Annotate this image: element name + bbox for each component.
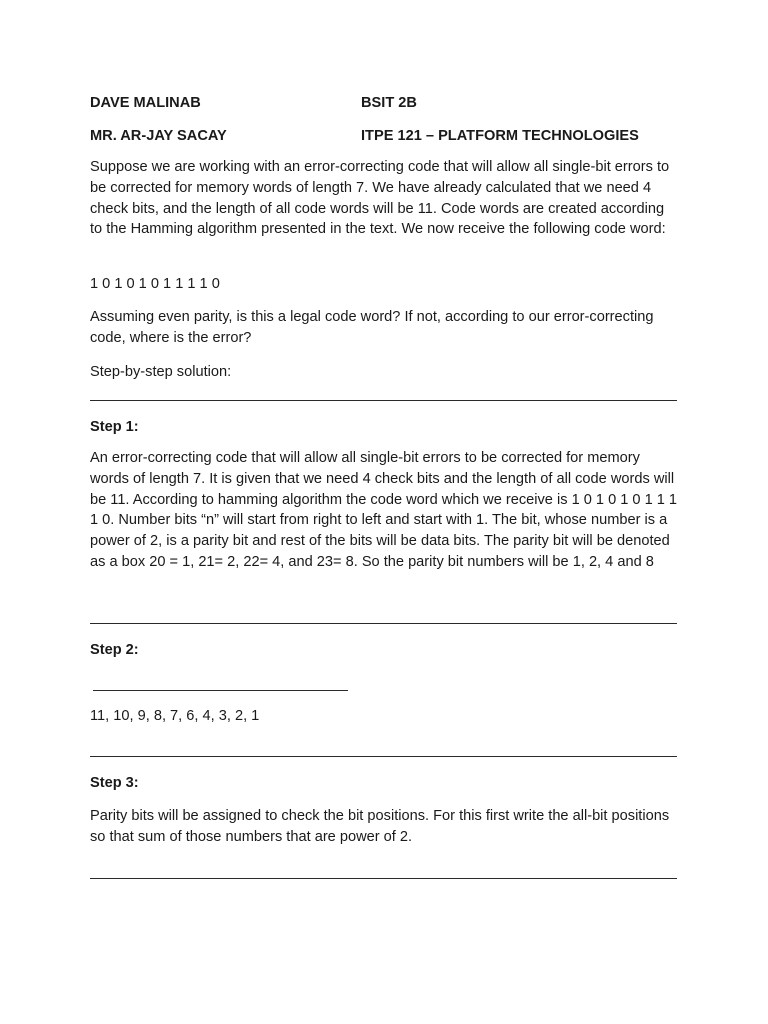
step-1-title: Step 1: [90,419,139,435]
blank-slot [240,680,265,691]
step-3-title: Step 3: [90,775,139,791]
bit-positions: 11, 10, 9, 8, 7, 6, 4, 3, 2, 1 [90,708,260,724]
divider-line [90,400,677,401]
blank-slot [314,680,348,691]
solution-label: Step-by-step solution: [90,364,232,380]
blank-slot [265,680,290,691]
bit-position-blanks [93,680,348,692]
blank-slot [167,680,192,691]
instructor-name: MR. AR-JAY SACAY [90,128,227,144]
student-name: DAVE MALINAB [90,95,201,111]
divider-line [90,878,677,879]
blank-slot [216,680,241,691]
blank-slot [93,680,118,691]
section-label: BSIT 2B [361,95,417,111]
blank-slot [289,680,314,691]
step-1-text: An error-correcting code that will allow all single-bit errors to be corrected for memory words of length 7. It is given that we need 4 check bits and the length of all code words will be 11. According to hamming algorithm the code word which we receive is 1 0 1 0 1 0 1 1 1 1 0. Number bits “n” will start from right to left and start with 1. The bit, whose number is a power of 2, is a parity bit and rest of the bits will be data bits. The parity bit will be denoted as a box 20 = 1, 21= 2, 22= 4, and 23= 8. So the parity bit numbers will be 1, 2, 4 and 8 [90,450,678,570]
blank-slot [191,680,216,691]
step-2-title: Step 2: [90,642,139,658]
divider-line [90,623,677,624]
divider-line [90,756,677,757]
problem-intro: Suppose we are working with an error-correcting code that will allow all single-bit errors to be corrected for memory words of length 7. We have already calculated that we need 4 check bits, and the length of all code words will be 11. Code words are created according to the Hamming algorithm presented in the text. We now receive the following code word: [90,159,670,238]
blank-slot [142,680,167,691]
problem-question: Assuming even parity, is this a legal code word? If not, according to our error-correcting code, where is the error? [90,309,654,346]
blank-slot [118,680,143,691]
step-3-text: Parity bits will be assigned to check the bit positions. For this first write the all-bit positions so that sum of those numbers that are power of 2. [90,808,670,845]
code-word: 1 0 1 0 1 0 1 1 1 1 0 [90,276,220,292]
course-title: ITPE 121 – PLATFORM TECHNOLOGIES [361,128,639,144]
